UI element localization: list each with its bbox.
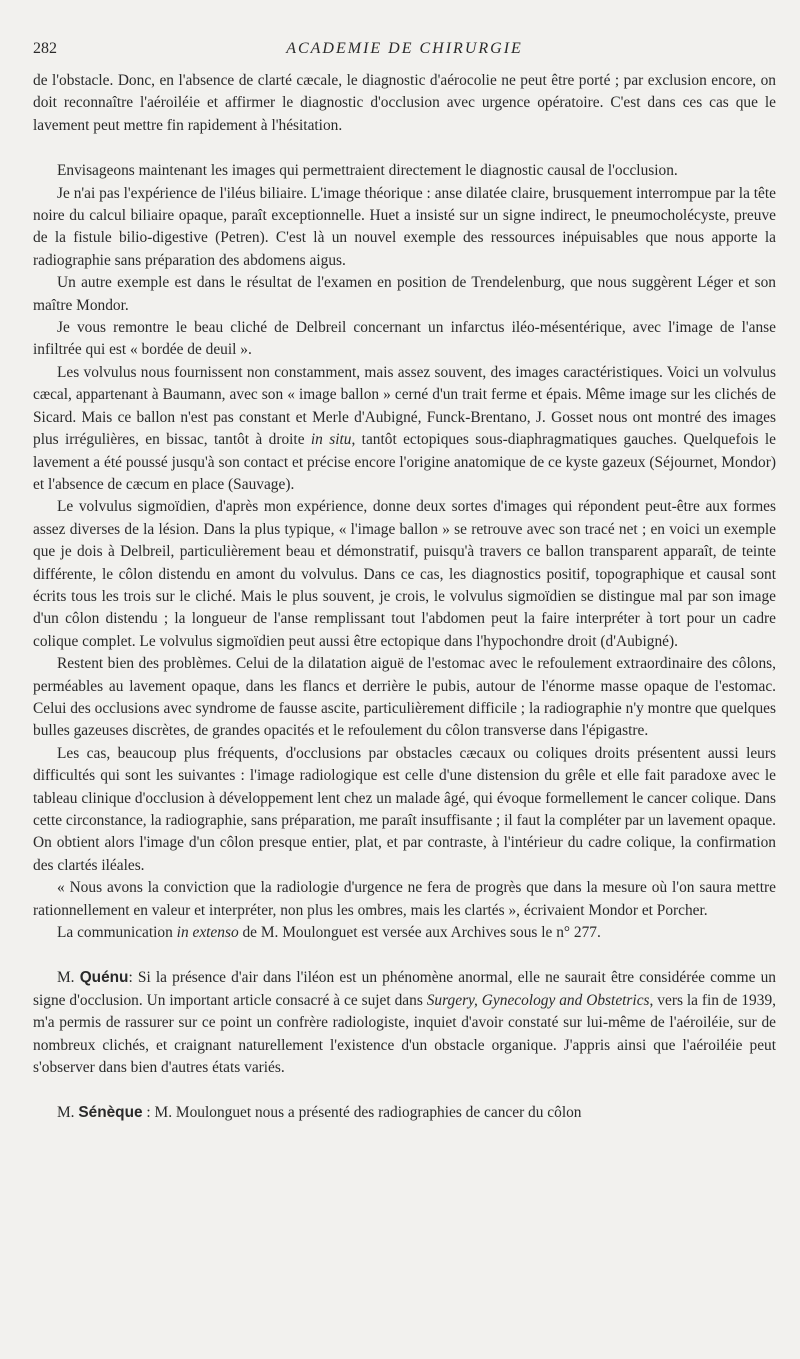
paragraph (33, 183, 776, 273)
text-run: Les cas, beaucoup plus fréquents, d'occlusions par obstacles cæcaux ou coliques droits présentent aussi leurs difficultés qui sont les suivantes : l'image radiologique est celle d'une distension du grêle et elle fait paradoxe avec le tableau clinique d'occlusion à développement lent chez un malade âgé, qui évoque formellement le cancer colique. Dans cette circonstance, la radiographie, sans préparation, me paraît insuffisante ; il faut la compléter par un lavement opaque. On obtient alors l'image d'un côlon presque entier, plat, et par contraste, à l'intérieur du cadre colique, la confirmation des clartés iléales. (33, 744, 776, 874)
text-run: , tantôt ectopiques sous-diaphragmatiques gauches. Quelquefois le lavement a été poussé jusqu'à son contact et précise encore l'origine anatomique de ce kyste gazeux (Séjournet, Mondor) et l'absence de cæcum en place (Sauvage). (33, 431, 777, 493)
text-run: Le volvulus sigmoïdien, d'après mon expérience, donne deux sortes d'images qui répondent peut-être aux formes assez diverses de la lésion. Dans la plus typique, « l'image ballon » se retrouve avec son tracé net ; en voici un exemple que je dois à Delbreil, particulièrement beau et démonstratif, puisqu'à travers ce ballon transparent apparaît, de teinte différente, le côlon distendu en amont du volvulus. Dans ce cas, les diagnostics positif, topographique et causal sont écrits tous les trois sur le cliché. Mais le plus souvent, je crois, le volvulus sigmoïdien se distingue mal par son image d'un côlon distendu ; la longueur de l'anse remplissant tout l'abdomen peut la faire interpréter à tort pour un cadre colique complet. Le volvulus sigmoïdien peut aussi être ectopique dans l'hypochondre droit (d'Aubigné). (33, 498, 776, 650)
page-header (33, 40, 776, 70)
text-run: M. (57, 1104, 79, 1122)
paragraph (33, 922, 776, 944)
speaker-name: Sénèque (78, 1104, 143, 1122)
text-run: Les volvulus nous fournissent non constamment, mais assez souvent, des images caractéristiques. Voici un volvulus cæcal, appartenant à Baumann, avec son « image ballon » cerné d'un trait ferme et épais. Même image sur les clichés de Sicard. Mais ce ballon n'est pas constant et Merle d'Aubigné, Funck-Brentano, J. Gosset nous ont montré des images plus irrégulières, en bissac, tantôt à droite (33, 363, 776, 449)
text-run: Restent bien des problèmes. Celui de la dilatation aiguë de l'estomac avec le refoulement extraordinaire des côlons, perméables au lavement opaque, dans les flancs et derrière le pubis, autour de l'énorme masse opaque de l'estomac. Celui des occlusions avec syndrome de fausse ascite, particulièrement difficile ; la radiographie n'y montre que quelques bulles gazeuses discrètes, de grandes opacités et le refoulement du côlon transverse dans l'épigastre. (33, 655, 776, 740)
text-run: : Si la présence d'air dans l'iléon est un phénomène anormal, elle ne saurait être considérée comme un signe d'occlusion. Un important article consacré à ce sujet dans (33, 969, 776, 1009)
emphasis-text: Surgery, Gynecology and Obstetrics (426, 991, 650, 1009)
emphasis-text: in extenso (176, 924, 239, 942)
speaker-name: Quénu (79, 969, 129, 987)
paragraph (33, 743, 776, 877)
discussion-paragraph (33, 967, 776, 1079)
running-title: ACADEMIE DE CHIRURGIE (286, 40, 523, 57)
page-number: 282 (33, 40, 57, 57)
text-run: La communication (57, 924, 177, 942)
text-run: M. (57, 969, 80, 987)
discussion-paragraph (33, 1102, 776, 1124)
text-run: de M. Moulonguet est versée aux Archives sous le n° 277. (238, 924, 601, 942)
text-run: Je vous remontre le beau cliché de Delbreil concernant un infarctus iléo-mésentérique, avec l'image de l'anse infiltrée qui est « bordée de deuil ». (33, 319, 776, 359)
text-run: , vers la fin de 1939, m'a permis de rassurer sur ce point un confrère radiologiste, inquiet d'avoir constaté sur lui-même de l'aéroiléie, sur de nombreux clichés, et craignant naturellement l'existence d'un obstacle organique. J'appris ainsi que l'aéroiléie peut s'observer dans bien d'autres états variés. (33, 991, 776, 1077)
paragraph (33, 70, 776, 137)
paragraph (33, 496, 776, 653)
text-run: Un autre exemple est dans le résultat de l'examen en position de Trendelenburg, que nous suggèrent Léger et son maître Mondor. (33, 274, 776, 314)
body-text (33, 70, 776, 1125)
text-run: Je n'ai pas l'expérience de l'iléus biliaire. L'image théorique : anse dilatée claire, brusquement interrompue par la tête noire du calcul biliaire opaque, paraît exceptionnelle. Huet a insisté sur un signe indirect, le pneumocholécyste, preuve de la fistule bilio-digestive (Petren). C'est là un nouvel exemple des ressources inépuisables que nous apporte la radiographie sans préparation des abdomens aigus. (33, 184, 776, 269)
paragraph (33, 877, 776, 922)
text-run: Envisageons maintenant les images qui permettraient directement le diagnostic causal de l'occlusion. (57, 162, 678, 180)
emphasis-text: in situ (310, 431, 352, 449)
paragraph (33, 653, 776, 743)
text-run: « Nous avons la conviction que la radiologie d'urgence ne fera de progrès que dans la mesure où l'on saura mettre rationnellement en valeur et interpréter, non plus les ombres, mais les clartés », écrivaient Mondor et Porcher. (33, 879, 776, 919)
paragraph (33, 272, 776, 317)
paragraph (33, 362, 776, 496)
text-run: : M. Moulonguet nous a présenté des radiographies de cancer du côlon (142, 1104, 582, 1122)
paragraph (33, 317, 776, 362)
paragraph (33, 160, 776, 182)
text-run: de l'obstacle. Donc, en l'absence de clarté cæcale, le diagnostic d'aérocolie ne peut être porté ; par exclusion encore, on doit reconnaître l'aéroiléie et affirmer le diagnostic d'occlusion avec urgence opératoire. C'est dans ces cas que le lavement peut mettre fin rapidement à l'hésitation. (33, 72, 776, 134)
